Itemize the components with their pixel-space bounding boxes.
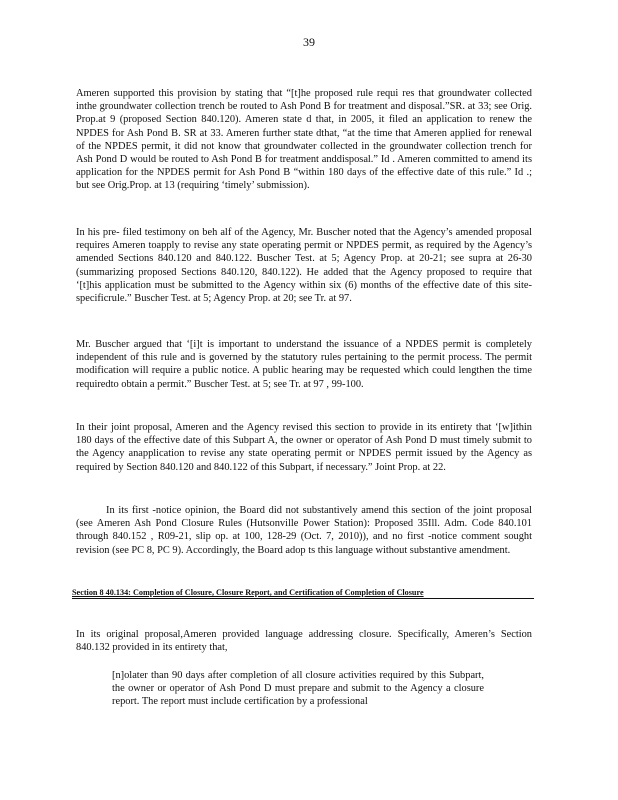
paragraph-buscher-argument: Mr. Buscher argued that ‘[i]t is important to understand the issuance of a NPDES permit is completely independent of this rule and is governed by the statutory rules pertaining to the permit process. The permit modification will require a public notice. A public hearing may be requested which could lengthen the time requiredto obtain a permit.” Buscher Test. at 5; see Tr. at 97 , 99-100.	[76, 339, 532, 390]
block-quote: [n]olater than 90 days after completion of all closure activities required by this Subpart, the owner or operator of Ash Pond D must prepare and submit to the Agency a closure report. The report must include certification by a professional	[112, 670, 484, 708]
section-heading: Section 8 40.134: Completion of Closure, Closure Report, and Certification of Completion of Closure	[72, 588, 534, 599]
page-number: 39	[303, 35, 315, 49]
paragraph-ameren-support: Ameren supported this provision by stating that “[t]he proposed rule requi res that groundwater collected inthe groundwater collection trench be routed to Ash Pond B for treatment and disposal.”SR. at 33; see Orig. Prop.at 9 (proposed Section 840.120). Ameren state d that, in 2005, it filed an application to renew the NPDES for Ash Pond B. SR at 33. Ameren further state dthat, “at the time that Ameren applied for renewal of the NPDES permit, it did not know that groundwater collected in the groundwater collection trench for Ash Pond D would be routed to Ash Pond B for treatment anddisposal.” Id . Ameren committed to amend its application for the NPDES permit for Ash Pond B “within 180 days of the effective date of this rule.” Id .; but see Orig.Prop. at 13 (requiring ‘timely’ submission).	[76, 88, 532, 192]
paragraph-original-proposal: In its original proposal,Ameren provided language addressing closure. Specifically, Ameren’s Section 840.132 provided in its entirety that,	[76, 629, 532, 654]
paragraph-buscher-testimony: In his pre- filed testimony on beh alf of the Agency, Mr. Buscher noted that the Agency’s amended proposal requires Ameren toapply to revise any state operating permit or NPDES permit, as required by the Agency’s amended Sections 840.120 and 840.122. Buscher Test. at 5; Agency Prop. at 20-21; see supra at 26-30 (summarizing proposed Sections 840.120, 840.122). He added that the Agency proposed to require that ‘[t]his application must be submitted to the Agency within six (6) months of the effective date of this site- specificrule.” Buscher Test. at 5; Agency Prop. at 20; see Tr. at 97.	[76, 227, 532, 305]
paragraph-joint-proposal: In their joint proposal, Ameren and the Agency revised this section to provide in its entirety that ‘[w]ithin 180 days of the effective date of this Subpart A, the owner or operator of Ash Pond D must timely submit to the Agency anapplication to revise any state operating permit or NPDES permit issued by the Agency as required by Section 840.120 and 840.122 of this Subpart, if necessary.” Joint Prop. at 22.	[76, 422, 532, 473]
paragraph-first-notice: In its first -notice opinion, the Board did not substantively amend this section of the joint proposal (see Ameren Ash Pond Closure Rules (Hutsonville Power Station): Proposed 35Ill. Adm. Code 840.101 through 840.152 , R09-21, slip op. at 100, 128-29 (Oct. 7, 2010)), and no first -notice comment sought revision (see PC 8, PC 9). Accordingly, the Board adop ts this language without substantive amendment.	[76, 505, 532, 556]
